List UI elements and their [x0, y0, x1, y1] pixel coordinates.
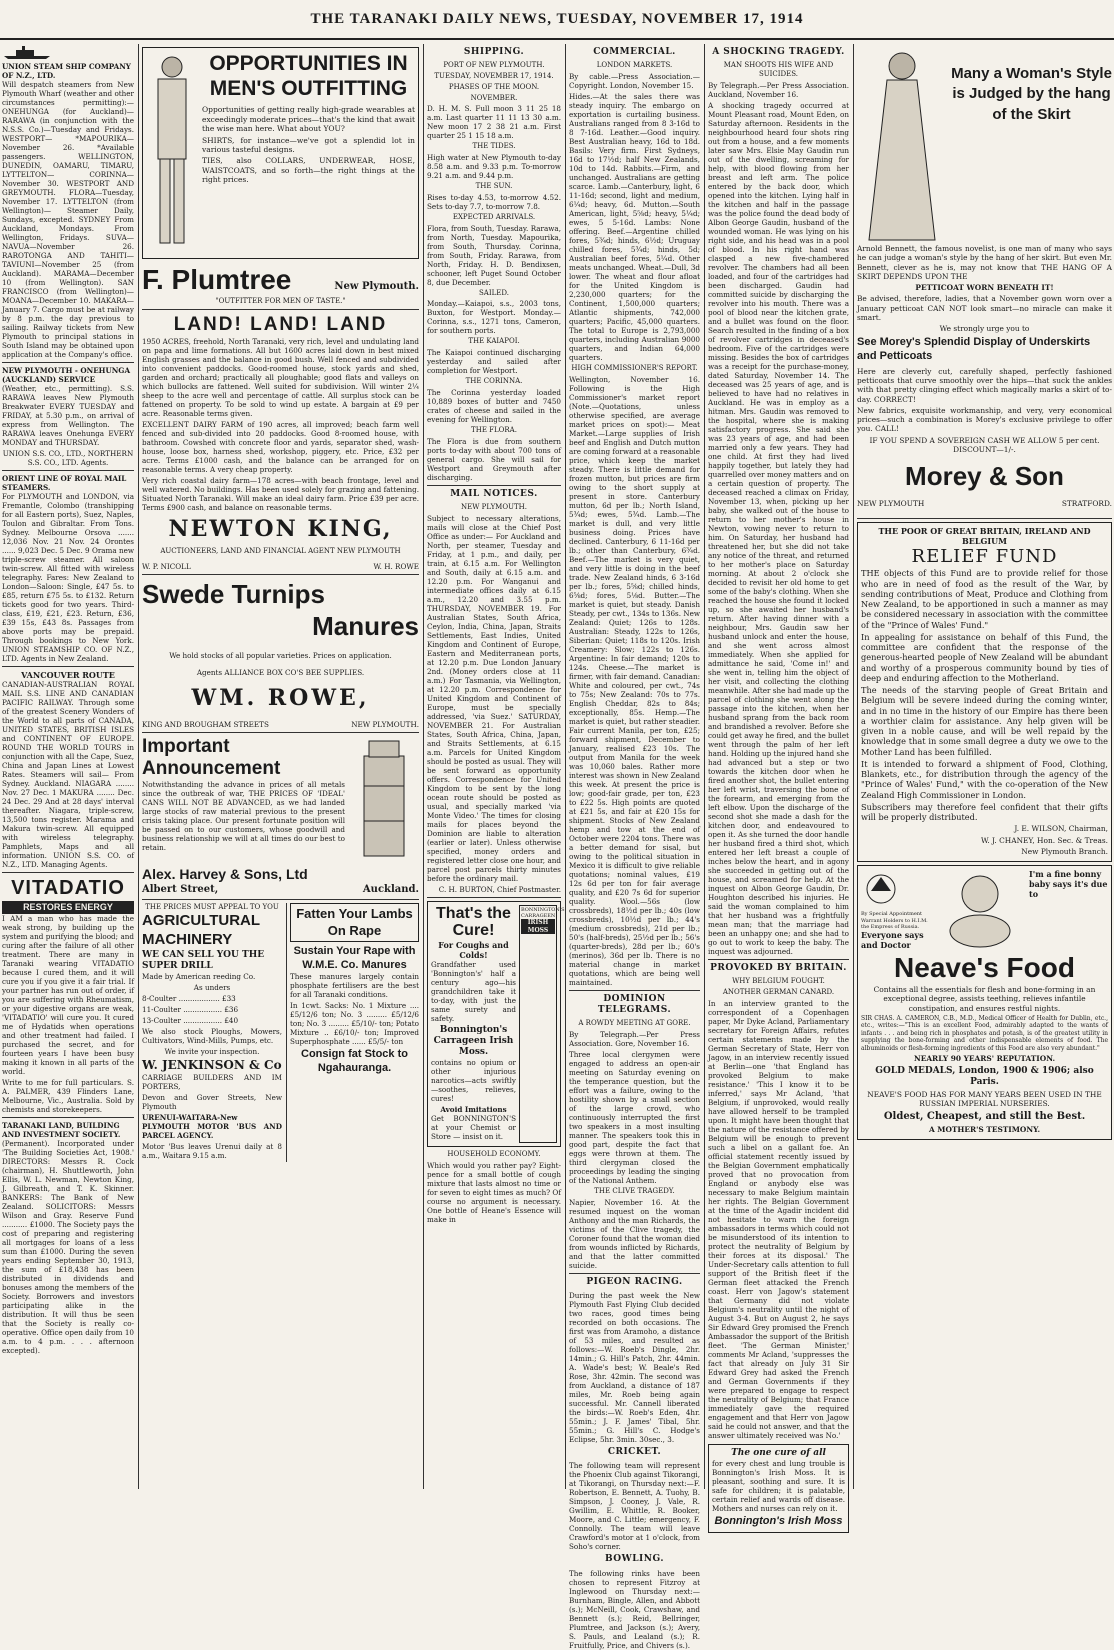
morey-location-2: STRATFORD.: [1061, 498, 1112, 508]
mail-signature: C. H. BURTON, Chief Postmaster.: [438, 884, 561, 894]
moon-phases-heading: PHASES OF THE MOON.: [448, 82, 540, 91]
morey-location: NEW PLYMOUTH: [857, 498, 925, 508]
cricket-body: The following team will represent the Phoenix Club against Tikorangi, at Tikorangi, on Thursday next:—F. Robertson, E. Bennett, A. Tuohy, B. Simpson, J. Cooney, J. Vale, R. Gwillim, E. Whittle, R. Booker, Moore, and C. Little; emergency, F. Connolly. The team will leave Crawford's motor at 1 o'clock, from Soho's corner.: [569, 1461, 700, 1552]
relief-heading: THE POOR OF GREAT BRITAIN, IRELAND AND BELGIUM: [878, 525, 1091, 546]
high-commissioner-body: Wellington, November 16. Following is the High Commissioner's market report (Note.—Quotations, unless otherwise specified, are average market prices on spot):— Meat Market.—Large supplies of Irish beef and English and Dutch mutton are coming forward at a reasonable price, which keep the market steady. There is little demand for frozen mutton, but prices are firm owing to the short supply at present in store. Canterbury mutton, 6d per lb.; North Island, 5¾d; ewes, 5¾d. Lamb.—The market is dull, and very little business doing. Prices have declined. Canterbury, 6 11-16d per lb.; other than Canterbury, 6¾d. Beef.—The market is very quiet, and very little is doing in the beef trade. New Zealand hinds, 6 3-16d per lb.; fores, 5⅝d; chilled hinds, 6⅝d; fores, 5⅛d. Butter.—The market is quiet, but steady. Danish Steady, per cwt., 134s to 136s. New Zealand: Quiet; 126s to 128s. Australian: Steady, 122s to 126s, Siberian: Quiet; 118s to 120s. Irish Creamery: Slow; 122s to 126s. Argentine: In fair demand; 120s to 124s. Cheese.—The market is firmer, with fair demand. Canadian: White and coloured, per cwt., 74s to 75s; New Zealand: 70s to 77s. English Cheddar, 82s to 84s; exceptionally, 85s. Hemp.—The market is quiet, but rather steadier. Fair current Manila, per ton, £25; forward shipment, December to January, realised £23 10s. The output from Manila for the week was 10,060 bales. Rather more interest was shown in New Zealand this week. At present the price is low; good-fair grade, per ton, £23 to £22 5s. High points are quoted at £21 5s, and fair at £20 15s for shipment. Stocks of New Zealand hemp and tow at the end of October were 2204 tons. There was a better demand for sisal, but owing to the political situation in Mexico it is difficult to give reliable quotations; nominal values, £19 12s 6d per ton for fair average quality, and £20 7s 6d for superior quality. Wool.—56s (low crossbreds), 18½d per lb.; 40s (low crossbreds), 10½d per lb.; 44's (medium crossbreds), 21d per lb.; 50's (half-breds), 25½d per lb.; 56's (quarter-breds), 28d per lb.; 60's (merinos), 36d per lb. There is no material change in market quotations, which are being well maintained.: [569, 374, 700, 987]
rape-consign: Consign fat Stock to Ngahauranga.: [301, 1048, 408, 1074]
high-commissioner-heading: HIGH COMMISSIONER'S REPORT.: [571, 364, 698, 372]
orient-heading: ORIENT LINE OF ROYAL MAIL STEAMERS.: [2, 474, 127, 492]
vitadatio-write: Write to me for full particulars. S. A. PALMER, 439 Flinders Lane, Melbourne, Vic., Australia. Sold by chemists and storekeepers.: [2, 1078, 134, 1115]
column-news: [708, 44, 849, 1527]
corinna-body: The Corinna yesterday loaded 10,889 boxes of butter and 7450 crates of cheese and sailed in the evening for Wellington.: [427, 387, 561, 424]
dominion-heading: DOMINION TELEGRAMS.: [597, 993, 672, 1015]
agri-price-13: 13-Coulter ................. £40: [142, 1016, 239, 1025]
relief-sig-2: W. J. CHANEY, Hon. Sec. & Treas.: [981, 835, 1108, 845]
jenkinson-address: Devon and Gover Streets, New Plymouth: [142, 1093, 282, 1111]
bowling-heading: BOWLING.: [605, 1554, 664, 1565]
moss-ad: [708, 1444, 849, 1533]
agri-invite: We invite your inspection.: [164, 1047, 260, 1056]
agri-price-11: 11-Coulter ................. £36: [142, 1005, 239, 1014]
skirt-petticoat: PETTICOAT WORN BENEATH IT!: [915, 283, 1054, 292]
tragedy-subheading: MAN SHOOTS HIS WIFE AND SUICIDES.: [723, 61, 834, 78]
plymouth-body: (Weather, etc., permitting). S.S. RARAWA leaves New Plymouth Breakwater EVERY TUESDAY and FRIDAY, at 5.30 p.m., on arrival of express from Wellington. The RARAWA leaves Onehunga EVERY MONDAY and THURSDAY.: [2, 384, 134, 447]
pigeon-heading: PIGEON RACING.: [586, 1276, 683, 1287]
pigeon-body: During the past week the New Plymouth Fast Flying Club decided two races, good times being recorded on both occasions. The first was from Aramoho, a distance of 53 miles, and resulted as follows:—W. Roeb's Dingle, 2hr. 14min.; G. Hill's Patch, 2hr. 44min. A. Wade's best; W. Beale's Red Rose, 3hr. 42min. The second was from Auckland, a distance of 187 miles, Mr. Roeb being again successful. Mr. Cannell liberated the birds:—W. Roeb's Eden, 4hr. 55min.; J. F. James' Tibal, 5hr. 55min.; G. Hill's C. Hodge's Eclipse, 5hr. 3min. 30sec., 3.: [569, 1291, 700, 1444]
bowling-body: The following rinks have been chosen to represent Fitzroy at Inglewood on Thursday next:—Burnham, Bingle, Allen, and Abbott (s.); McNeill, Cook, Crawshaw, and Bennett (s.); Reid, Bellringer, Plumtree, and Jackson (s.); Avery, S. Pauls, and Lealand (s.); R. Fruitfully, Price, and Chivers (s.).: [569, 1568, 700, 1650]
skirt-body-4: Here are cleverly cut, carefully shaped, perfectly fashioned petticoats that curve smoothly over the hips—that suck the ankles with that pretty clinging effect which magically marks a skirt of to-day. CORRECT!: [857, 366, 1112, 404]
skirt-body-5: New fabrics, exquisite workmanship, and very, very economical prices—such a combination is Morey's exclusive privilege to offer you. CALL!: [857, 405, 1112, 434]
relief-para-1: THE objects of this Fund are to provide relief for those who are in need of food as the result of the War, by sending contributions of Meat, Produce and Clothing from New Zealand, to be apportioned in such a manner as may be considered necessary in association with the committee of the "Prince of Wales' Fund.": [861, 568, 1108, 630]
union-body: Will despatch steamers from New Plymouth Wharf (weather and other circumstances permitting):— ONEHUNGA (for Auckland)— RARAWA (in conjunction with the N.S.S. Co.)—Tuesday and Fridays. WESTPORT— *MAPOURIKA—November 26. *Available passengers. WELLINGTON, DUNEDIN, OAMARU, TIMARU, LYTTELTON— CORINNA—November 30. WESTPORT AND GREYMOUTH. FLORA—Tuesday, November 17. LYTTELTON (from Wellington)— Steamer Daily, Sundays, excepted. SYDNEY From Auckland, Mondays. From Wellington, Fridays. SUVA— NAVUA—November 26. RAROTONGA AND TAHITI— TAVIUNI—November 25 (from Auckland). MARAMA—December 10 (from Wellington). SAN FRANCISCO (from Wellington)— MOANA—December 10. MAKARA—January 7. Cargo must be at railway by 8 p.m. the day previous to sailing. Railway tickets from New Plymouth to principal stations in South Island may be obtained upon application at the Company's office.: [2, 80, 134, 359]
flora-body: The Flora is due from southern ports to-day with about 700 tons of general cargo. She will sail for Westport and Greymouth after discharging.: [427, 436, 561, 482]
commercial-byline: By cable.—Press Association.—Copyright. London, November 15.: [569, 72, 700, 90]
sailed-heading: SAILED.: [479, 288, 509, 297]
moon-table: D. H. M. S. Full moon 3 11 25 18 a.m. Last quarter 11 11 13 30 a.m. New moon 17 2 38 21 a.m. First quarter 25 1 15 18 a.m.: [427, 104, 561, 141]
bonnington-bottle: [519, 905, 565, 1144]
provoked-subheading: WHY BELGIUM FOUGHT.: [732, 977, 825, 985]
gore-byline: By Telegraph.—Per Press Association. Gore, November 16.: [569, 1030, 700, 1048]
outfitting-ties: TIES, also COLLARS, UNDERWEAR, HOSE, WAISTCOATS, and so forth—the right things at the right prices.: [202, 156, 415, 184]
motor-schedule: Motor 'Bus leaves Urenui daily at 8 a.m., Waitara 9.15 a.m.: [142, 1142, 282, 1160]
relief-para-3: The needs of the starving people of Great Britain and Belgium will be severe indeed during the coming winter, and in no time in the history of our Empire has there been a worthier claim for assistance. Any help given will be given in a noble cause, and will be well repaid by the knowledge that in some small degree a duty we owe to the Mother Land has been fulfilled.: [861, 685, 1108, 757]
rape-heading: Fatten Your Lambs On Rape: [290, 903, 419, 942]
column-rule: [704, 44, 705, 1489]
skirt-discount: IF YOU SPEND A SOVEREIGN CASH WE ALLOW 5 per cent. DISCOUNT—1/-.: [869, 435, 1100, 454]
mail-body: Subject to necessary alterations, mails will close at the Chief Post Office as under:— For Auckland and North, per steamer, Tuesday and Friday, at 1 p.m., and daily, per train, at 6.15 a.m. For Wellington and South, daily at 6.15 a.m. and 12.20 p.m. For Wanganui and intermediate offices daily at 6.15 a.m., 12.20 and 3.55 p.m. THURSDAY, NOVEMBER 19. For Australian States, South Africa, Ceylon, India, China, Japan, Straits Settlements, East Indies, United Kingdom and Continent of Europe, Eastern and Mediterranean ports, at 12.20 p.m. Due London January 2nd. (Money orders close at 11 a.m.) For Tasmania, via Wellington, at 12.20 p.m. Correspondence for United Kingdom and Continent of Europe, must be specially addressed, 'via Suez.' SATURDAY, NOVEMBER 21. For Australian States, South Africa, China, Japan, and Straits Settlements, at 6.15 a.m. Parcels for United Kingdom should be posted as usual. They will be sent forward as opportunity offers. Correspondence for United Kingdom to be sent by the long ocean route should be posted as usual, and specially marked 'via Monte Video.' The times for closing mails for places beyond the Dominion are liable to alteration (earlier or later). Unless otherwise specified, money orders and registered letter close one hour, and parcel post parcels thirty minutes before the ordinary mail.: [427, 513, 561, 883]
vancouver-heading: VANCOUVER ROUTE: [21, 670, 115, 680]
agri-body: We also stock Ploughs, Mowers, Cultivators, Wind-Mills, Pumps, etc.: [142, 1027, 282, 1045]
gore-meeting-heading: A ROWDY MEETING AT GORE.: [578, 1019, 691, 1028]
royal-crest-icon: [861, 869, 901, 909]
corinna-heading: THE CORINNA.: [465, 377, 523, 385]
neave-medals: GOLD MEDALS, London, 1900 & 1906; also Paris.: [875, 1065, 1094, 1087]
moss-brand: Bonnington's Irish Moss: [714, 1514, 843, 1527]
bonnington-get: Get BONNINGTON'S at your Chemist or Store — insist on it.: [431, 1114, 516, 1142]
neave-oldest: Oldest, Cheapest, and still the Best.: [883, 1110, 1086, 1122]
tragedy-heading: A SHOCKING TRAGEDY.: [712, 47, 845, 57]
agri-price-8: 8-Coulter .................. £33: [142, 994, 236, 1003]
bottle-brand: BONNINGTON'S CARRAGEEN: [521, 906, 565, 919]
relief-para-4: It is intended to forward a shipment of Food, Clothing, Blankets, etc., for distribution through the agency of the "Prince of Wales' Fund," with the co-operation of the New Zealand High Commissioner in London.: [861, 758, 1108, 800]
newton-king-firm: NEWTON KING,: [168, 515, 393, 542]
column-right-ads: [857, 44, 1112, 1487]
morey-firm: Morey & Son: [905, 461, 1064, 491]
column-rule: [853, 44, 854, 1489]
land-farm-1: 1950 ACRES, freehold, North Taranaki, very rich, level and undulating land on papa and lime formations. All but 1600 acres laid down in best mixed English grasses and the balance in good bush. Well fenced and subdivided into convenient paddocks. Good-roomed house, stock yards and shed, garden and orchard; practically all ploughable; good flats and valleys on which bullocks are fattened. Well suited for subdivision. Will winter 2¼ sheep to the acre well and percentage of cattle. All surplus stock can be fattened on property. To be sold to wind up estate. A bargain at £9 per acre. Reasonable terms given.: [142, 336, 419, 418]
neave-testimonial: SIR CHAS. A. CAMERON, C.B., M.D., Medical Officer of Health for Dublin, etc., etc., writes:—"This is an excellent Food, admirably adapted to the wants of infants . . . and being rich in phosphates and potash, is of the greatest utility in supplying the bone-forming and other indispensable elements of food. The albuminoids or flesh-forming ingredients of this Food are also very abundant.": [861, 1014, 1108, 1052]
shipping-heading: SHIPPING.: [463, 47, 525, 57]
swede-heading: Swede Turnips: [142, 578, 325, 609]
bonnington-body2: contains no opium or other injurious narcotics—acts swiftly—soothes, relieves, cures!: [431, 1058, 516, 1104]
mail-heading: MAIL NOTICES.: [450, 488, 538, 499]
expected-heading: EXPECTED ARRIVALS.: [452, 212, 536, 221]
skirt-ad: [857, 44, 1112, 244]
moss-body: for every chest and lung trouble is Bonnington's Irish Moss. It is pleasant, soothing and sure. It is safe for children; it is palatable, certain relief and wards off disease. Mothers and nurses can rely on it.: [712, 1458, 845, 1513]
outfitting-ad: [142, 47, 419, 259]
neave-body: Contains all the essentials for flesh and bone-forming in an exceptional degree, assists teething, relieves infantile constipation, and ensures restful nights.: [873, 985, 1096, 1013]
bonnington-name2: Bonnington's Carrageen Irish Moss.: [433, 1024, 514, 1058]
bonnington-avoid: Avoid Imitations: [440, 1105, 507, 1115]
provoked-body: In an interview granted to the correspondent of a Copenhagen paper, Mr Dyke Acland, Parliamentary secretary for Foreign Affairs, refutes certain statements made by the German Secretary of State, Herr von Jagow, in an interview recently issued at Berlin—one 'that England has provoked Belgium to make resistance.' 'This I know it to be inferred,' says Mr Acland, 'that Belgium, if unprovoked, would really have allowed herself to be trampled upon. It might have been thought that the nature of the resistance offered by Belgium will be enough to prevent such a libel on a gallant foe. An official statement recently issued by the Belgian Government emphatically proved that no provocation from England or anybody else was necessary to make Belgium maintain her rights. The Belgian Government at the time of the Agadir incident did not hesitate to warn the foreign ambassadors in terms which could not be misunderstood of its intention to protect the neutrality of Belgium by their forces at its disposal.' The Under-Secretary calls attention to full support of the British fleet if the German fleet attacked the French coast. Herr von Jagow's statement that Germany did not violate Belgium's neutrality until the night of August 3-4. But on August 2, he says Sir Edward Grey promised the French Ambassador the support of the British fleet. 'The German Minister,' comments Mr Acland, 'suppresses the fact that already on July 31 Sir Edward Grey had asked the French and German Governments if they were prepared to engage to respect the neutrality of Belgium; that France immediately gave the required engagement and that Herr von Jagow said he could not answer, and that the answer ultimately received was No.': [708, 998, 849, 1440]
vitadatio-body: I AM a man who has made the weak strong, by building up the system and purifying the blood; and curing after the failure of all other treatment. There are many in Taranaki wearing VITADATIO because I cured them, and it will cure you if you give it a fair trial. If your partner has run out of order, if you are suffering with Rheumatism, or your digestive organs are weak, 'VITADATIO' will cure you. It cured me of Hydatids when operations and other treatment had failed. I purchased the secret, and for fourteen years I have been busy making it known in all parts of the world.: [2, 914, 134, 1077]
column-shipping-ads: [2, 44, 134, 1487]
tides-heading: THE TIDES.: [472, 142, 516, 151]
wm-rowe-location: NEW PLYMOUTH.: [351, 720, 419, 730]
agri-subheading: WE CAN SELL YOU THE SUPER DRILL: [142, 949, 265, 971]
harvey-address: Albert Street,: [142, 883, 219, 895]
relief-para-5: Subscribers may therefore feel confident that their gifts will be properly distributed.: [861, 801, 1108, 822]
important-body: Notwithstanding the advance in prices of all metals since the outbreak of war, THE PRICES OF 'IDEAL' CANS WILL NOT BE ADVANCED, as we had landed large stocks of raw material previous to the present crisis taking place. Our present fortunate position will be passed on to our customers, whose goodwill and business relationship we will at all times do our best to retain.: [142, 779, 345, 852]
plymouth-heading: NEW PLYMOUTH - ONEHUNGA (AUCKLAND) SERVICE: [2, 366, 131, 384]
newspaper-title: THE TARANAKI DAILY NEWS, TUESDAY, NOVEMBER 17, 1914: [310, 10, 804, 27]
column-rule: [138, 44, 139, 1489]
provoked-heading: PROVOKED BY BRITAIN.: [710, 962, 847, 973]
commercial-body: Hides.—At the sales there was steady inquiry. The embargo on exportation is curtailing business. Australians ranged from 8 3-16d to 8 7-16d. Leather.—Good inquiry. Best Australian heavy, 16d to 18d. Basils: Very firm. First Sydneys, 16d to 17½d; half New Zealands, 10d to 14d. Rabbits.—Firm, and unchanged. Australians are getting scarce. Lamb.—Canterbury, light, 6 11-16d; second, light and medium, 6¼d; heavy, 6d. Mutton.—South American, light, 5⅝d; heavy, 5¼d; ewes, 5 5-16d. Lambs: None offering. Beef.—Argentine chilled fores, 5¾d; hinds, 6½d; Uruguay chilled fores, 5¾d; hinds, 5d; Australian beef fores, 5¼d. Other meats unchanged. Wheat.—Dull, 3d lower. The wheat and flour afloat for the United Kingdom is 2,230,000 quarters; for the Continent, 1,500,000 quarters; Atlantic shipments, 742,000 quarters; Pacific, 45,000 quarters. The total to Europe is 2,793,000 quarters, including Australian 9000 quarters, and Indian 64,000 quarters.: [569, 92, 700, 362]
agri-made: Made by American reeding Co.: [142, 972, 256, 981]
harvey-location: Auckland.: [362, 883, 419, 895]
skirt-body: Arnold Bennett, the famous novelist, is one man of many who says he can judge a woman's style by the hang of her skirt. But even Mr. Bennett, clever as he is, may not know that THE HANG OF A SKIRT DEPENDS UPON THE: [857, 244, 1112, 281]
relief-fund-ad: [857, 522, 1112, 862]
sailed-body: Monday.—Kaiapoi, s.s., 2003 tons, Buxton, for Westport. Monday.—Corinna, s.s., 1271 tons, Cameron, for southern ports.: [427, 299, 561, 336]
nicoll-name: W. P. NICOLL: [142, 561, 191, 571]
bottle-label: IRISH MOSS: [521, 919, 555, 934]
agri-pretitle: THE PRICES MUST APPEAL TO YOU: [145, 903, 279, 912]
neave-mother: A MOTHER'S TESTIMONY.: [928, 1125, 1041, 1134]
commercial-heading: COMMERCIAL.: [593, 47, 676, 57]
harvey-firm: Alex. Harvey & Sons, Ltd: [142, 866, 308, 883]
column-commercial: [569, 44, 700, 1650]
bonnington-slogan: That's the Cure!: [436, 904, 511, 940]
jenkinson-firm: W. JENKINSON & Co: [142, 1058, 282, 1072]
economy-heading: HOUSEHOLD ECONOMY.: [447, 1150, 541, 1159]
economy-body: Which would you rather pay? Eight-pence for a small bottle of cough mixture that lasts almost no time or for seven to eight times as much? Of course no argument is necessary. One bottle of Heane's Essence will make in: [427, 1161, 561, 1225]
neave-line-2: I'm a fine bonny baby says it's due to: [1029, 869, 1108, 899]
building-body: (Permanent). Incorporated under 'The Building Societies Act, 1908.' DIRECTORS: Messrs R. Cock (chairman), H. Shuttleworth, John Ellis, W. L. Newman, Newton King, J. Gilbreath, and T. K. Skinner. BANKERS: The Bank of New Zealand. SOLICITORS: Messrs Wilson and Gray. Reserve Fund ........... £1000. The Society pays the cost of preparing and registering all mortgages for loans of a less sum than £1000. During the seven years ending September 30, 1913, the sum of £18,438 has been distributed in dividends and bonuses among the members of the Society. Borrowers and investors participating alike in the distribution. It will thus be seen that the Society is really co-operative. Office open daily from 10 a.m. to 4 p.m. . . . afternoon excepted).: [2, 1139, 134, 1356]
ship-icon: [2, 46, 52, 60]
relief-title: RELIEF FUND: [911, 545, 1058, 567]
provoked-subheading-2: ANOTHER GERMAN CANARD.: [722, 987, 835, 996]
bonnington-for: For Coughs and Colds!: [438, 939, 509, 960]
orient-body: For PLYMOUTH and LONDON, via Fremantle, Colombo (transhipping for all Eastern ports), Suez, Naples, Toulon and Gibraltar. From Tons. Sydney. Melbourne Orsova ....... 12,036 Nov. 21 Nov. 24 Orontes ...... 9,023 Dec. 5 Dec. 9 Orama new triple-screw steamer. All saloon twin-screw. All fitted with wireless telegraphy. Fares: New Zealand to London—Saloon: Single, £47 5s. to £85, return £75 5s. to £132. Return tickets good for two years. Third-class, £19, £21, £23. Return, £36, £39 15s, £43 8s. Passages from above ports may be prepaid. Through bookings to New York. UNION STEAMSHIP CO. OF N.Z., LTD. Agents in New Zealand.: [2, 492, 134, 663]
swede-body: We hold stocks of all popular varieties. Prices on application.: [169, 650, 392, 660]
bonnington-ad: [427, 901, 565, 1148]
skirt-heading: Many a Woman's Style is Judged by the hang of the Skirt: [951, 65, 1112, 123]
sun-body: Rises to-day 4.53, to-morrow 4.52. Sets to-day 7.7, to-morrow 7.8.: [427, 192, 561, 211]
agri-under: As unders: [193, 983, 231, 992]
land-farm-2: EXCELLENT DAIRY FARM of 190 acres, all improved; beach farm well fenced and sub-divided into 20 paddocks. Good 8-roomed house, with bathroom. Cowshed with concrete floor and yards, separator shed, wash-house, loose box, harness shed, workshop, piggery, etc. Price, £32 per acre. Terms £1000 cash, and the balance can be arranged for on reasonable terms. A very cheap property.: [142, 419, 419, 474]
shipping-port: PORT OF NEW PLYMOUTH.: [443, 61, 545, 70]
vitadatio-tagline: RESTORES ENERGY: [2, 901, 134, 914]
rowe-name: W. H. ROWE: [373, 561, 419, 571]
london-markets-heading: LONDON MARKETS.: [596, 61, 673, 70]
plumtree-name: F. Plumtree: [142, 264, 292, 295]
baby-illustration: [935, 869, 1025, 949]
clive-body: Napier, November 16. At the resumed inquest on the woman Anthony and the man Richards, the victims of the Clive tragedy, the Coroner found that the woman died from wounds inflicted by Richards, and that the latter committed suicide.: [569, 1197, 700, 1270]
mail-subheading: NEW PLYMOUTH.: [461, 502, 527, 511]
vancouver-body: CANADIAN-AUSTRALIAN ROYAL MAIL S.S. LINE AND CANADIAN PACIFIC RAILWAY. Through some of the greatest Scenery Wonders of the World to all parts of CANADA, UNITED STATES, BRITISH ISLES and CONTINENT OF EUROPE. ROUND THE WORLD TOURS in conjunction with all the Cape, Suez, China and Japan Lines at Lowest Rates. Steamers will sail— From Sydney. Auckland. NIAGARA ........ Nov. 27 Dec. 1 MAKURA ........ Dec. 24 Dec. 29 And at 28 days' interval thereafter. Niagara, triple-screw, 13,500 tons register. Marama and Makura twin-screw. All equipped with wireless telegraphy. Pamphlets, Maps and all information. UNION S.S. CO. of N.Z., LTD. Managing Agents.: [2, 680, 134, 869]
kaiapoi-heading: THE KAIAPOI.: [468, 337, 520, 346]
land-farm-3: Very rich coastal dairy farm—178 acres—with beach frontage, level and well watered. No buildings. Has been used solely for grazing and fattening. Situated North Taranaki. Will make an ideal dairy farm. Price £39 per acre. Terms £900 cash, and balance on reasonable terms.: [142, 475, 419, 512]
masthead: [0, 0, 1114, 40]
tragedy-byline: By Telegraph.—Per Press Association. Auckland, November 16.: [708, 80, 849, 99]
union-heading: UNION STEAM SHIP COMPANY OF N.Z., LTD.: [2, 62, 131, 80]
building-heading: TARANAKI LAND, BUILDING AND INVESTMENT SOCIETY.: [2, 1121, 121, 1140]
plymouth-agents: UNION S.S. CO., LTD., NORTHERN S.S. CO., LTD. Agents.: [2, 449, 134, 467]
skirt-body-2: Be advised, therefore, ladies, that a November gown worn over a January petticoat CAN NOT look smart—no miracle can make it smart.: [857, 294, 1112, 322]
outfitting-intro: Opportunities of getting really high-grade wearables at exceedingly moderate prices—that's the kind that await the wise man here. What about YOU?: [202, 105, 415, 134]
column-rule: [565, 44, 566, 1489]
rape-prices: In 1cwt. Sacks: No. 1 Mixture .... £5/12/6 ton; No. 3 ......... £5/12/6 ton; No. 3 ......... £5/10/- ton; Potato Mixture .. £6/10/- ton; Improved Superphosphate ...... £5/5/- ton: [290, 1001, 419, 1047]
outfitting-title: OPPORTUNITIES IN MEN'S OUTFITTING: [209, 52, 408, 101]
gore-body: Three local clergymen were engaged to address an open-air meeting on Saturday evening on the temperance question, but the effort was a failure, owing to the hostility shown by a small section of the large crowd, who continuously interrupted the first two speakers in a most insulting manner. The speakers took this in good part, despite the fact that eggs were thrown at them. The third clergyman closed the proceedings by leading the singing of the National Anthem.: [569, 1050, 700, 1185]
milk-can-illustration: [349, 736, 419, 866]
column-rule: [423, 44, 424, 1489]
plumtree-slogan: "OUTFITTER FOR MEN OF TASTE.": [215, 297, 346, 305]
outfitting-shirts: SHIRTS, for instance—we've got a splendid lot in various tasteful designs.: [202, 135, 415, 154]
rape-body: These manures largely contain phosphate fertilisers are the best for all Taranaki conditions.: [290, 972, 419, 1000]
skirt-see-display: See Morey's Splendid Display of Underskirts and Petticoats: [857, 336, 1091, 362]
wm-rowe-firm: WM. ROWE,: [191, 684, 370, 711]
neave-brand: Neave's Food: [894, 952, 1075, 983]
vitadatio-brand: VITADATIO: [11, 877, 125, 899]
rape-subheading: Sustain Your Rape with W.M.E. Co. Manures: [293, 944, 416, 971]
column-shipping-mail: [427, 44, 565, 1487]
neave-line-1: Everyone says and Doctor: [861, 930, 924, 950]
expected-body: Flora, from South, Tuesday. Rarawa, from North, Tuesday. Mapourika, from South, Thursday. Corinna, from South, Friday. Rarawa, from North, Friday. H. D. Bendixsen, schooner, left Puget Sound October 8, due December.: [427, 223, 561, 287]
moon-month: NOVEMBER.: [470, 93, 518, 102]
neave-russian: NEAVE'S FOOD HAS FOR MANY YEARS BEEN USED IN THE RUSSIAN IMPERIAL NURSERIES.: [867, 1090, 1102, 1109]
tides-body: High water at New Plymouth to-day 8.58 a.m. and 9.33 p.m. To-morrow 9.21 a.m. and 9.44 p.m.: [427, 153, 561, 180]
bonnington-body: Grandfather used 'Bonnington's' half a century ago—his grandchildren take it to-day, with just the same surety and safety.: [431, 959, 516, 1023]
plumtree-location: New Plymouth.: [334, 281, 419, 292]
neave-ad: [857, 865, 1112, 1140]
kaiapoi-body: The Kaiapoi continued discharging yesterday and sailed after completion for Westport.: [427, 348, 561, 375]
woman-illustration: [857, 44, 947, 244]
neave-appointment: By Special Appointment Warrant Holders to H.I.M. the Empress of Russia.: [861, 911, 928, 930]
column-display-ads: [142, 44, 419, 1487]
moss-heading: The one cure of all: [731, 1447, 826, 1458]
wm-rowe-address: KING AND BROUGHAM STREETS: [142, 720, 269, 730]
skirt-body-3: We strongly urge you to: [939, 324, 1030, 333]
tragedy-body: A shocking tragedy occurred at Mount Pleasant road, Mount Eden, on Saturday afternoon. Residents in the neighbourhood heard four shots ring out from a house, and a few moments later saw Mrs. Elsie May Gaudin run out of the dwelling, screaming for help, with blood flowing from her breast and left arm. The police entered by the back door, which opened into the kitchen. Lying half in the kitchen and half in the passage was the police found the dead body of Albon George Gaudin, husband of the wounded woman. He was lying on his right side, and his head was in a pool of blood. In his right hand was clasped a new five-chambered revolver. The chambers had all been loaded, and four of the cartridges had been discharged. Gaudin had committed suicide by discharging the revolver into his mouth. There was a pool of blood near the kitchen grate, and a bullet was found on the floor. Search resulted in the finding of a box of revolver cartridges in deceased's bedroom. Five of the cartridges were missing. Besides the box of cartridges was a receipt for the purchase-money, dated Saturday, November 14. The deceased was 25 years of age, and is believed to have had no relatives in Auckland. He was in employ as a hitman. Mrs. Gaudin was removed to the hospital, where she is making satisfactory progress. She said she was 23 years of age, and had been married only a few years. They had one child. At first they had lived happily together, but lately they had quarrelled over money matters and on a certain question of property. The deceased reached a climax on Friday, November 13, when, picking up her baby, she walked out of the house to return to her mother's house in Newton, vowing never to return to him. On Saturday, her husband had threatened her, but she did not take any notice of the threat, and returned to her mother's place on Saturday morning. At about 2 o'clock she decided to revisit her old home to get some of the baby's clothing. When she reached the house she found it locked up, so she awaited her husband's return. After having dinner with a neighbour, Mrs. Gaudin saw her husband unlock and enter the house, and she went across almost immediately. When she applied for admittance he said, 'Come in!' and she went in, telling him the object of her visit, and collecting the clothing meanwhile. After she had made up the parcel of clothing she went along the passage into the kitchen, when her husband sprang from the back room and brandished a revolver. Before she could get away he fired, and the bullet went through the palm of her left hand. Holding up the injured hand she had advanced but a step or two towards the kitchen door when he fired another shot, the bullet entering her left wrist, traversing the bone of the forearm, and emerging from the left elbow. Upon the discharge of the second shot she made a dash for the kitchen door, and endeavoured to open it. As she turned the door handle her husband fired a third shot, which entered her left breast a couple of inches below the heart, and in agony she succeeded in getting out of the house, and screamed for help. At the inquest on Albon George Gaudin, Dr. Houghton described his injuries. He said the woman complained to him that her husband was a frightfully mean man; that the marriage had been an unhappy one; and she had to go out to work to keep the baby. The inquest was adjourned.: [708, 100, 849, 956]
flora-heading: THE FLORA.: [471, 425, 517, 434]
newton-king-subtitle: AUCTIONEERS, LAND AND FINANCIAL AGENT NEW PLYMOUTH: [160, 547, 401, 555]
neave-years: NEARLY 90 YEARS' REPUTATION.: [913, 1054, 1056, 1064]
land-heading: LAND! LAND! LAND: [173, 313, 388, 335]
shipping-date: TUESDAY, NOVEMBER 17, 1914.: [434, 72, 554, 80]
cricket-heading: CRICKET.: [607, 1447, 662, 1457]
swede-agents: Agents ALLIANCE BOX CO'S BEE SUPPLIES.: [196, 667, 365, 677]
clive-heading: THE CLIVE TRAGEDY.: [594, 1187, 675, 1195]
jenkinson-subtitle: CARRIAGE BUILDERS AND IM PORTERS,: [142, 1073, 282, 1091]
sun-heading: THE SUN.: [475, 182, 513, 190]
relief-para-2: In appealing for assistance on behalf of this Fund, the committee are confident that the response of the generous-hearted people of New Zealand will be abundant and worthy of a prosperous community bound by ties of deep and enduring affection to the Motherland.: [861, 631, 1108, 683]
man-figure-illustration: [146, 51, 198, 251]
agri-heading: AGRICULTURAL MACHINERY: [142, 912, 260, 948]
relief-sig-1: J. E. WILSON, Chairman,: [1014, 824, 1108, 834]
swede-manures: Manures: [312, 611, 419, 642]
important-heading: Important Announcement: [142, 736, 281, 780]
motor-agency: URENUI-WAITARA-New PLYMOUTH MOTOR 'BUS AND PARCEL AGENCY.: [142, 1113, 282, 1140]
relief-sig-3: New Plymouth Branch.: [1021, 846, 1108, 856]
